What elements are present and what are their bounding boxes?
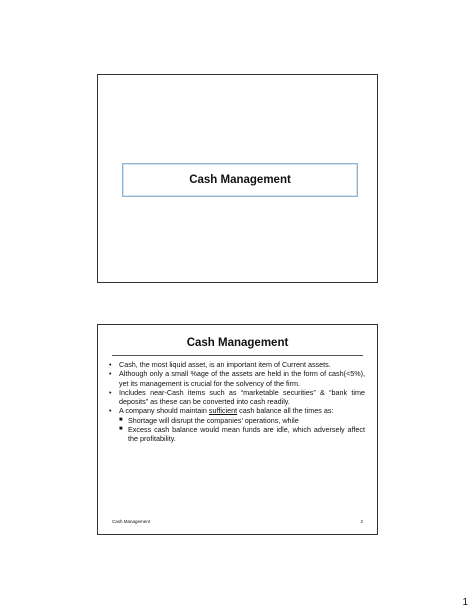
- slide-1: [97, 74, 378, 283]
- bullet-text: Includes near-Cash items such as “marketable securities” & “bank time deposits” as these can be converted into cash readily.: [119, 387, 365, 407]
- bullet-item: [108, 360, 365, 369]
- bullet-icon: •: [109, 369, 112, 379]
- sub-bullet-item: [119, 416, 365, 425]
- bullet-text: Cash, the most liquid asset, is an important item of Current assets.: [119, 360, 331, 369]
- bullet-text: Although only a small %age of the assets are held in the form of cash(<5%), yet its management is crucial for the solvency of the firm.: [119, 369, 365, 388]
- slide-2-title: Cash Management: [186, 337, 289, 349]
- bullet-text-part: cash balance all the times as:: [237, 406, 334, 416]
- slide-1-title-box: [122, 163, 358, 197]
- slide-1-title: Cash Management: [189, 174, 291, 186]
- title-underline: [112, 355, 363, 356]
- page-number: 1: [462, 597, 468, 608]
- square-bullet-icon: ■: [119, 416, 123, 423]
- bullet-item: [108, 369, 365, 388]
- sub-bullet-text: Shortage will disrupt the companies’ operations, while: [128, 415, 299, 425]
- bullet-text-part: A company should maintain: [119, 406, 209, 416]
- underlined-word: sufficient: [208, 406, 238, 416]
- sub-bullet-text: Excess cash balance would mean funds are idle, which adversely affect the profitability.: [128, 425, 365, 444]
- sub-bullet-list: [119, 416, 365, 444]
- bullet-icon: •: [109, 360, 112, 369]
- square-bullet-icon: ■: [119, 426, 123, 433]
- sub-bullet-item: [119, 425, 365, 444]
- slide-footer-number: 2: [360, 519, 363, 524]
- slide-2: [97, 324, 378, 535]
- bullet-icon: •: [109, 406, 112, 416]
- bullet-list: [108, 360, 365, 444]
- slide-footer-title: Cash Management: [112, 519, 151, 524]
- bullet-item: [108, 406, 365, 443]
- bullet-icon: •: [109, 387, 112, 397]
- bullet-item: [108, 388, 365, 407]
